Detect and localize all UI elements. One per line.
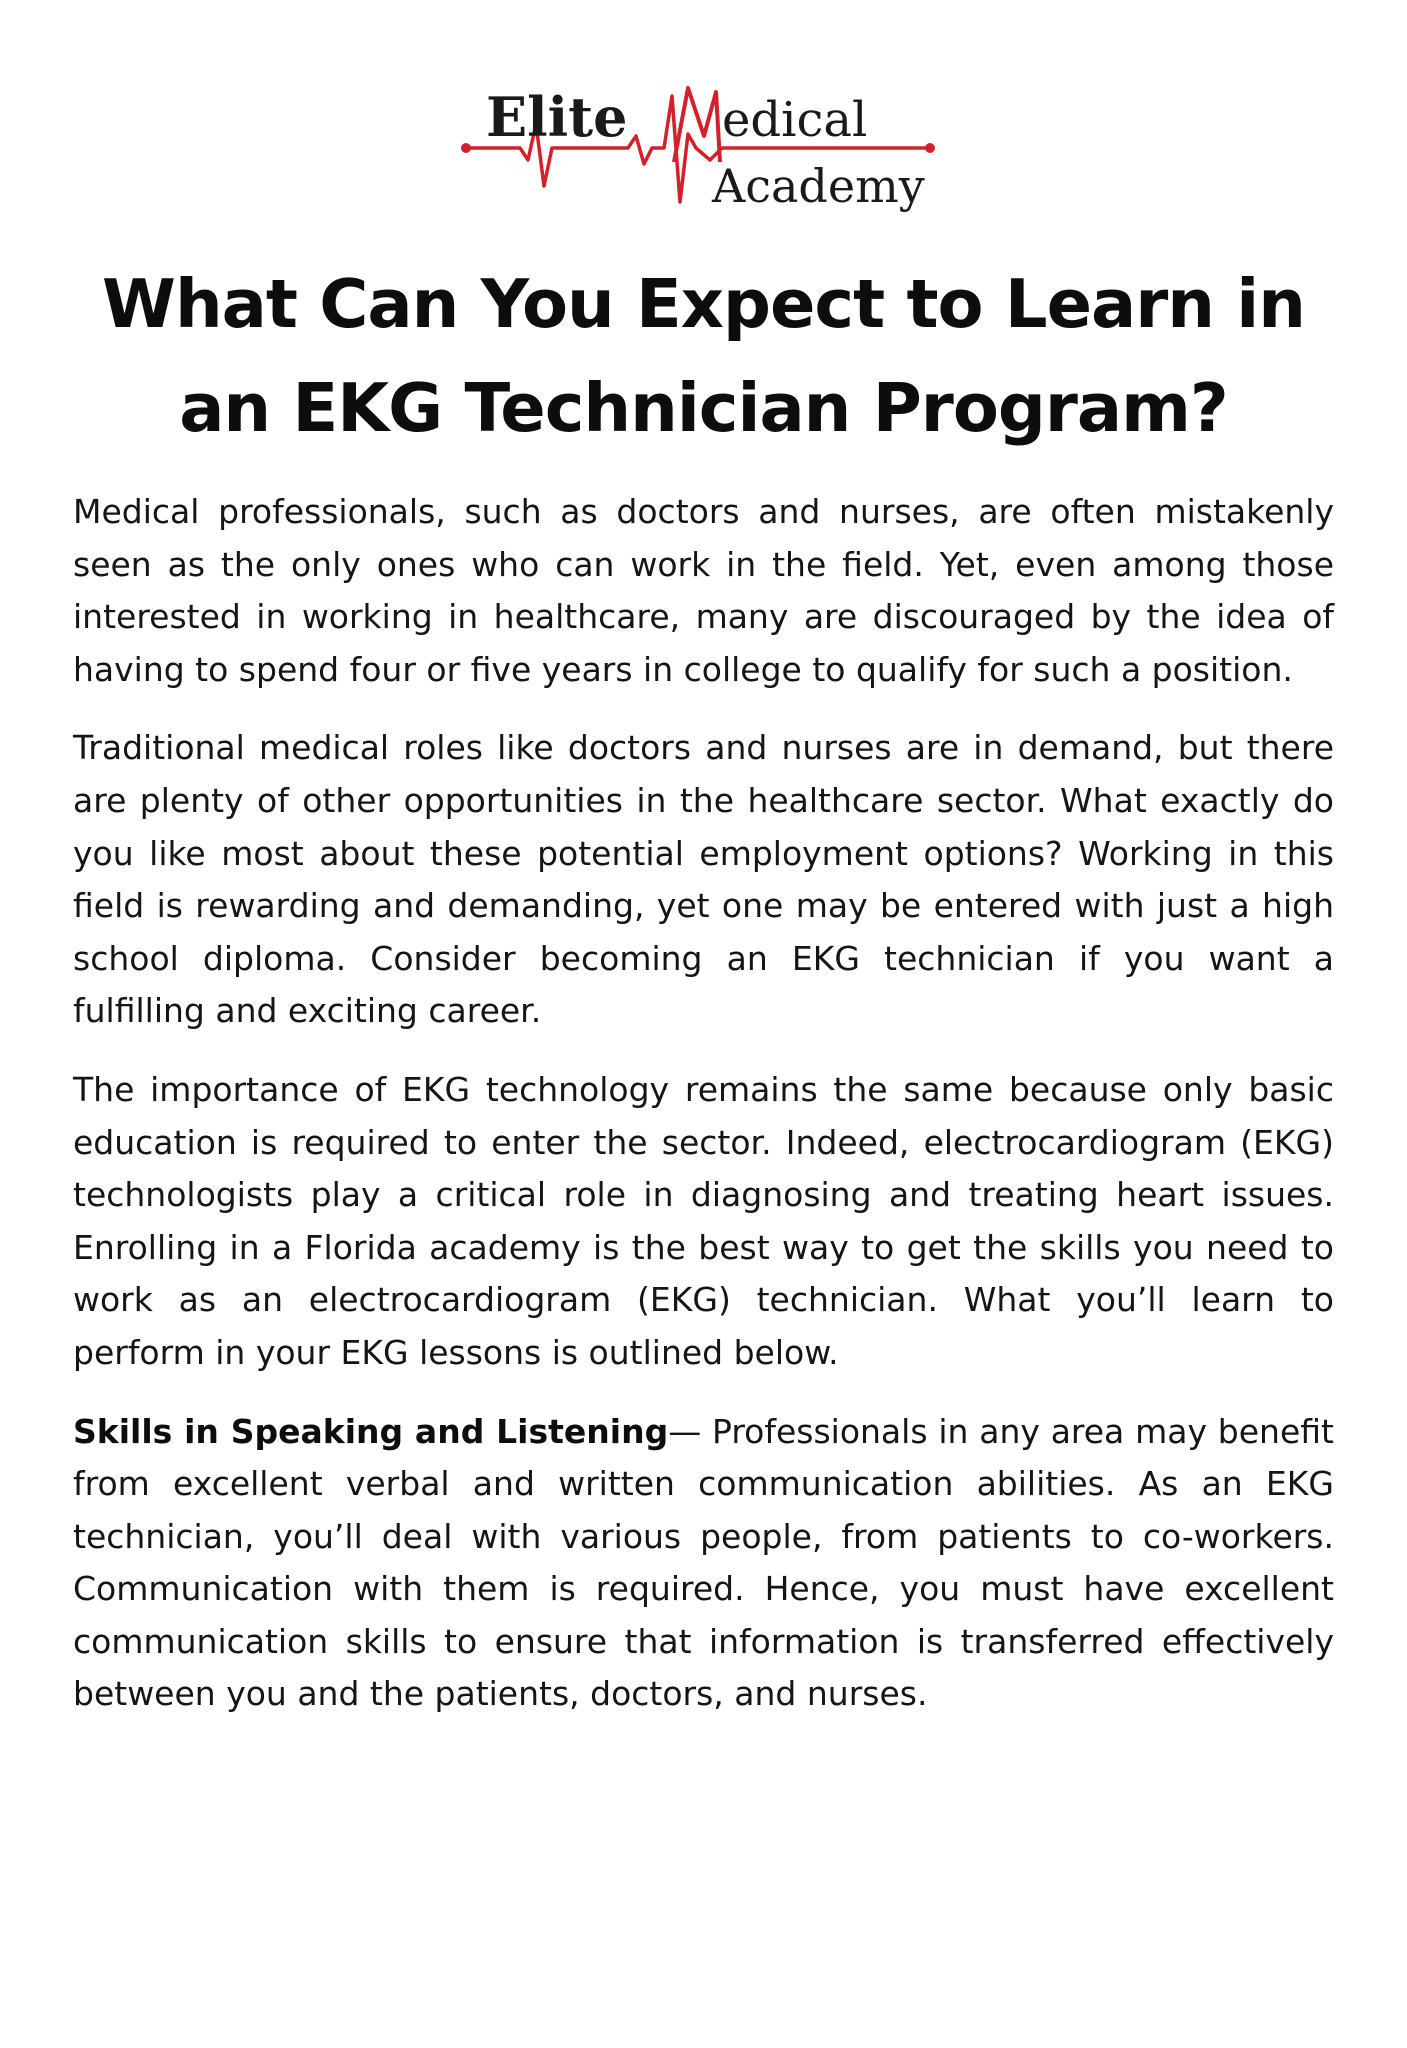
logo-word-elite: Elite [486, 85, 628, 149]
page-title-line-1: What Can You Expect to Learn in [102, 265, 1305, 343]
ekg-line-start-dot [461, 143, 471, 153]
ekg-line-end-dot [925, 143, 935, 153]
paragraph-opportunities: Traditional medical roles like doctors and nurses are in demand, but there are plenty of other opportunities in the healthcare sector. What exactly do you like most about these potential employment options? Working in this field is rewarding and demanding, yet one may be entered with just a high school diploma. Consider becoming an EKG technician if you want a fulfilling and exciting career. [73, 728, 1334, 1031]
article-body [73, 486, 1334, 1747]
page-title-line-2: an EKG Technician Program? [179, 369, 1228, 447]
logo-graphic [460, 78, 940, 218]
paragraph-speaking-listening-text: — Professionals in any area may benefit from excellent verbal and written communication abilities. As an EKG technician, you’ll deal with various people, from patients to co-workers. Communication with them is required. Hence, you must have excellent communication skills to ensure that information is transferred effectively between you and the patients, doctors, and nurses. [73, 1411, 1334, 1714]
logo-word-academy: Academy [712, 159, 925, 213]
elite-medical-academy-logo [460, 78, 940, 218]
page-title [60, 252, 1347, 460]
section-heading-speaking-listening: Skills in Speaking and Listening [73, 1411, 669, 1451]
paragraph-intro: Medical professionals, such as doctors and nurses, are often mistakenly seen as the only ones who can work in the field. Yet, even among those interested in working in healthcare, many are discouraged by the idea of having to spend four or five years in college to qualify for such a position. [73, 492, 1334, 689]
logo-word-edical: edical [722, 92, 868, 148]
paragraph-speaking-listening [73, 1406, 1334, 1722]
paragraph-ekg-importance: The importance of EKG technology remains the same because only basic education is required to enter the sector. Indeed, electrocardiogram (EKG) technologists play a critical role in diagnosing and treating heart issues. Enrolling in a Florida academy is the best way to get the skills you need to work as an electrocardiogram (EKG) technician. What you’ll learn to perform in your EKG lessons is outlined below. [73, 1069, 1334, 1372]
